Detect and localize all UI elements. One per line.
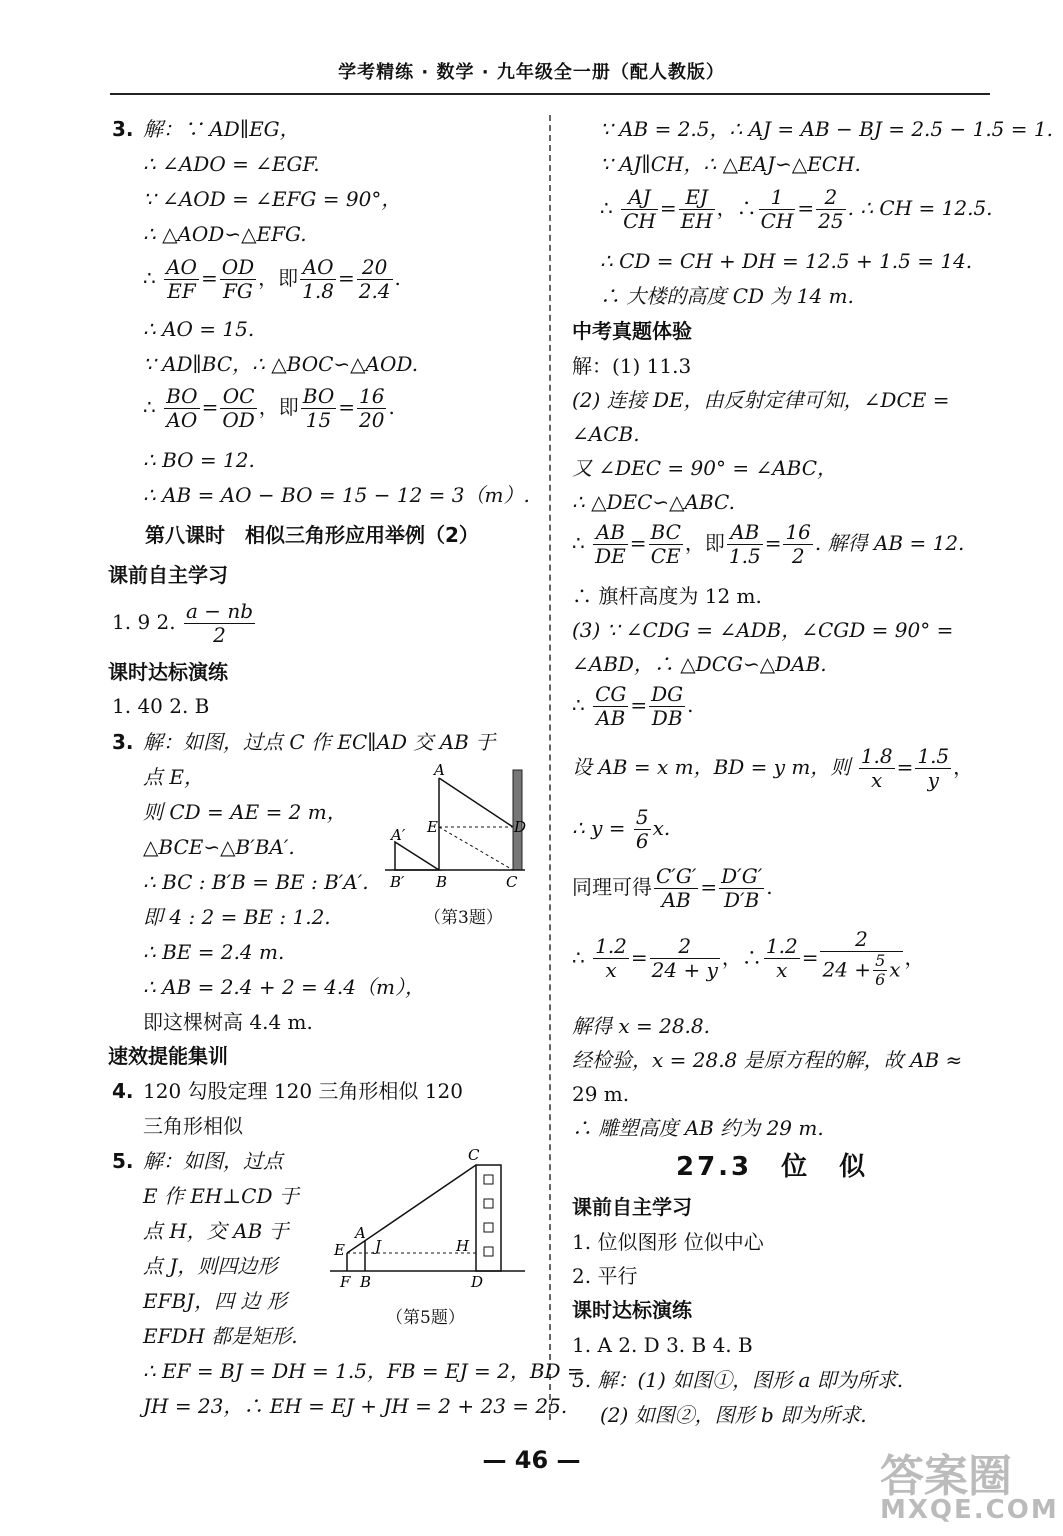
fraction <box>634 806 651 853</box>
denominator: y <box>927 768 939 792</box>
answer-line: 1. 位似图形 位似中心 <box>572 1230 764 1254</box>
figure-5-caption: （第5题） <box>386 1308 465 1328</box>
q4-number: 4. <box>112 1079 134 1103</box>
text: ，即 <box>258 395 299 419</box>
numerator: a − nb <box>185 599 254 623</box>
fraction <box>764 935 800 982</box>
q3-line: ∴ ∠ADO = ∠EGF. <box>143 152 320 176</box>
q5-number: 5. <box>112 1149 134 1173</box>
q3-line: ∵ AD∥BC，∴ △BOC∽△AOD. <box>143 352 419 376</box>
denominator: 6 <box>635 829 649 853</box>
page-number: — 46 — <box>482 1446 581 1474</box>
text: . 解得 AB = 12. <box>814 531 965 555</box>
denominator: 24 + y <box>651 958 718 983</box>
text: ，即 <box>258 266 299 290</box>
solution-fraction-line: ∴ $\frac{CG}{AB}$ = $\frac{DG}{DB}$ . <box>572 682 694 730</box>
denominator: 15 <box>305 408 332 432</box>
text: ∴ <box>572 531 585 555</box>
q5-line: EFBJ，四 边 形 <box>143 1289 287 1313</box>
q4-line: 120 勾股定理 120 三角形相似 120 <box>143 1079 463 1103</box>
solution-fraction-line: ∴ $\frac{AB}{DE}$ = $\frac{BC}{CE}$ ，即 $\frac{AB}{1.5}$ = $\frac{16}{2}$ . 解得 AB = 12. <box>572 520 965 568</box>
denominator: x <box>605 958 617 983</box>
solution-line: ∴ CD = CH + DH = 12.5 + 1.5 = 14. <box>600 249 973 273</box>
building <box>476 1165 501 1271</box>
denominator: 1.8 <box>302 279 334 303</box>
solution-line: 又 ∠DEC = 90° = ∠ABC， <box>572 456 838 480</box>
label-H: H <box>456 1237 470 1255</box>
numerator: 2 <box>820 928 902 952</box>
label-D: D <box>471 1273 484 1291</box>
denominator: 25 <box>818 209 844 233</box>
watermark-site: MXQE.COM <box>880 1495 1059 1525</box>
section-heading: 中考真题体验 <box>572 319 692 343</box>
text: 设 AB = x m，BD = y m，则 <box>572 755 851 779</box>
text: ，即 <box>684 531 725 555</box>
denominator: 2 <box>791 544 805 568</box>
numerator: 16 <box>359 384 385 408</box>
ray-line <box>439 778 513 827</box>
denominator: EH <box>680 209 713 233</box>
solution-line: ∴ 雕塑高度 AB 约为 29 m. <box>572 1116 824 1140</box>
denominator <box>820 952 902 990</box>
numerator: BO <box>166 384 198 408</box>
q4-line: 三角形相似 <box>143 1114 243 1138</box>
window <box>484 1175 493 1184</box>
text: ∴ <box>600 196 613 220</box>
q3b-line: 即这棵树高 4.4 m. <box>143 1010 313 1034</box>
text: ∴ y = <box>572 816 626 840</box>
q3-line: ∴ BO = 12. <box>143 448 255 472</box>
solution-line: 经检验，x = 28.8 是原方程的解，故 AB ≈ <box>572 1048 963 1072</box>
fraction <box>621 186 658 233</box>
window <box>484 1199 493 1208</box>
solution-line: (3) ∵ ∠CDG = ∠ADB，∠CGD = 90° = <box>572 618 954 642</box>
text: ，∴ <box>721 945 762 970</box>
q5-line: JH = 23，∴ EH = EJ + JH = 2 + 23 = 25. <box>143 1394 568 1418</box>
numerator: 1.8 <box>860 744 893 768</box>
dashed-line <box>439 827 513 870</box>
column-divider <box>549 115 551 1420</box>
numerator: DG <box>651 682 684 706</box>
q3b-line: ∴ BE = 2.4 m. <box>143 940 285 964</box>
answer-line <box>112 600 257 647</box>
denominator: 6 <box>875 970 886 990</box>
section-heading: 课时达标演练 <box>572 1298 692 1322</box>
numerator: 5 <box>635 805 649 829</box>
numerator: AO <box>166 255 197 279</box>
q3-fraction-line: ∴ $\frac{BO}{AO}$ = $\frac{OC}{OD}$ ，即 $\frac{BO}{15}$ = $\frac{16}{20}$ . <box>143 384 395 432</box>
solution-line: ∴ 旗杆高度为 12 m. <box>572 584 762 608</box>
figure-3-caption: （第3题） <box>424 908 503 928</box>
fraction <box>719 865 764 912</box>
denominator: DB <box>651 706 683 730</box>
numerator: 1.2 <box>595 934 627 959</box>
text: ， <box>953 755 974 779</box>
fraction <box>164 385 199 432</box>
text: ∴ <box>572 945 585 970</box>
solution-line: ∵ AB = 2.5，∴ AJ = AB − BJ = 2.5 − 1.5 = 1. <box>600 117 1053 141</box>
fraction <box>915 745 951 792</box>
q3b-line: △BCE∽△B′BA′. <box>143 835 295 859</box>
label-B: B <box>436 873 448 891</box>
fraction <box>650 935 720 982</box>
numerator: AB <box>593 521 628 545</box>
fraction <box>816 186 845 233</box>
q3-line: ∴ AO = 15. <box>143 317 255 341</box>
numerator: OC <box>220 385 256 409</box>
fraction <box>859 745 895 792</box>
numerator: 2 <box>650 935 720 959</box>
section-title: 27.3 位 似 <box>676 1152 869 1182</box>
q3b-line: 则 CD = AE = 2 m， <box>143 800 347 824</box>
fraction <box>649 683 685 730</box>
solution-fraction-line: ∴ $\frac{AJ}{CH}$ = $\frac{EJ}{EH}$ ，∴ $\frac{1}{CH}$ = $\frac{2}{25}$ . ∴ CH = 12.5. <box>600 185 993 233</box>
q3b-line: 即 4 : 2 = BE : 1.2. <box>143 905 331 929</box>
small-triangle <box>395 842 439 870</box>
numerator: 1.5 <box>917 744 950 768</box>
fraction <box>593 935 629 982</box>
window <box>484 1247 493 1256</box>
q5-line: E 作 EH⊥CD 于 <box>143 1184 299 1208</box>
section-heading: 课时达标演练 <box>108 660 228 684</box>
denominator: FG <box>222 279 253 303</box>
solution-line: ∠ABD，∴ △DCG∽△DAB. <box>572 652 827 676</box>
solution-line: ∴ △DEC∽△ABC. <box>572 490 735 514</box>
figure-5 <box>325 1145 530 1295</box>
fraction <box>220 256 256 303</box>
label-E: E <box>427 818 438 836</box>
q3-number: 3. <box>112 117 134 141</box>
label-B-prime: B′ <box>390 873 405 891</box>
denominator: 2.4 <box>358 279 391 303</box>
denominator: 1.5 <box>728 544 761 568</box>
denominator: 20 <box>359 408 385 432</box>
q3-line: ∴ AB = AO − BO = 15 − 12 = 3（m）. <box>143 483 530 507</box>
section-heading: 速效提能集训 <box>108 1044 228 1068</box>
solution-line: ∠ACB. <box>572 422 640 446</box>
text: ∴ <box>143 266 156 290</box>
text: x. <box>652 816 671 840</box>
denominator: AB <box>596 706 626 730</box>
fraction <box>357 256 393 303</box>
answer-line: 1. A 2. D 3. B 4. B <box>572 1333 753 1357</box>
q3b-line: ∴ BC : B′B = BE : B′A′. <box>143 870 369 894</box>
fraction <box>873 952 887 990</box>
numerator: AJ <box>621 186 658 210</box>
denominator: CH <box>760 209 794 233</box>
numerator: C′G′ <box>656 864 697 888</box>
text: 同理可得 <box>572 875 652 899</box>
q3-line: 解：∵ AD∥EG， <box>143 117 300 141</box>
numerator: 2 <box>816 186 845 210</box>
label-A: A <box>355 1224 366 1242</box>
numerator: EJ <box>679 186 715 210</box>
numerator: 1 <box>759 186 796 210</box>
section-heading: 课前自主学习 <box>572 1195 692 1219</box>
text: . <box>388 395 395 419</box>
numerator: D′G′ <box>721 864 763 888</box>
denominator: OD <box>222 408 255 432</box>
fraction <box>783 521 812 568</box>
text: . <box>687 693 694 717</box>
denominator: CH <box>623 209 656 233</box>
window <box>484 1223 493 1232</box>
denominator: EF <box>167 279 196 303</box>
q5-line: ∴ EF = BJ = DH = 1.5，FB = EJ = 2，BD = <box>143 1359 584 1383</box>
denominator: x <box>776 958 788 983</box>
q3-line: ∵ ∠AOD = ∠EFG = 90°， <box>143 187 402 211</box>
text: ， <box>904 945 925 970</box>
denominator: DE <box>595 544 626 568</box>
text: ∴ <box>143 395 156 419</box>
fraction <box>184 600 255 647</box>
label-F: F <box>340 1273 351 1291</box>
running-header: 学考精练 · 数学 · 九年级全一册（配人教版） <box>338 62 725 83</box>
label-E: E <box>334 1241 345 1259</box>
label-B: B <box>360 1273 372 1291</box>
text: . <box>394 266 401 290</box>
q3b-line: 解：如图，过点 C 作 EC∥AD 交 AB 于 <box>143 730 496 754</box>
denominator: CE <box>650 544 681 568</box>
text: x <box>889 957 901 982</box>
solution-line: (2) 连接 DE，由反射定律可知，∠DCE = <box>572 388 950 412</box>
fraction <box>164 256 199 303</box>
numerator: 1.2 <box>765 934 798 959</box>
answer-line: 2. 平行 <box>572 1264 638 1288</box>
numerator: BC <box>650 520 681 544</box>
figure-3 <box>380 760 540 895</box>
fraction <box>357 385 386 432</box>
fraction <box>649 521 683 568</box>
fraction <box>301 385 336 432</box>
solution-line: ∴ 大楼的高度 CD 为 14 m. <box>600 284 854 308</box>
text: . <box>766 875 773 899</box>
numerator: OD <box>221 255 255 279</box>
fraction <box>679 186 715 233</box>
numerator: 20 <box>357 256 393 280</box>
solution-line: 解得 x = 28.8. <box>572 1014 710 1038</box>
q3b-line: 点 E， <box>143 765 204 789</box>
fraction <box>820 928 902 990</box>
denominator: AB <box>661 888 691 912</box>
solution-fraction-line: 设 AB = x m，BD = y m，则 $\frac{1.8}{x}$ = $\frac{1.5}{y}$ ， <box>572 744 974 792</box>
numerator: 16 <box>785 520 811 544</box>
denominator: x <box>871 768 883 792</box>
equals: = <box>200 266 218 290</box>
answer-line: 1. 40 2. B <box>112 694 210 718</box>
label-A-prime: A′ <box>391 826 406 844</box>
label-C: C <box>506 873 518 891</box>
fraction <box>593 521 628 568</box>
q3b-number: 3. <box>112 730 134 754</box>
q3b-line: ∴ AB = 2.4 + 2 = 4.4（m）， <box>143 975 425 999</box>
fraction <box>654 865 698 912</box>
text: 24 + <box>822 957 872 982</box>
numerator: AO <box>300 256 336 280</box>
solution-fraction-line: ∴ $\frac{1.2}{x}$ = $\frac{2}{24 + y}$ ，∴ $\frac{1.2}{x}$ = 2 24 + $\frac{5}{6}$ x ， <box>572 927 925 990</box>
solution-line: 解：(1) 11.3 <box>572 354 692 378</box>
solution-fraction-line <box>572 806 670 853</box>
label-C: C <box>468 1146 480 1164</box>
solution-fraction-line: 同理可得 $\frac{C'G'}{AB}$ = $\frac{D'G'}{D'B}$ . <box>572 864 773 912</box>
fraction <box>300 256 336 303</box>
numerator: BO <box>302 384 335 408</box>
solution-line: ∵ AJ∥CH，∴ △EAJ∽△ECH. <box>600 152 861 176</box>
q5-line: EFDH 都是矩形. <box>143 1324 298 1348</box>
q3-fraction-line: ∴ $\frac{AO}{EF}$ = $\frac{OD}{FG}$ ，即 $\frac{AO}{1.8}$ = $\frac{20}{2.4}$ . <box>143 255 401 303</box>
lesson-title: 第八课时 相似三角形应用举例（2） <box>145 523 479 547</box>
text: . ∴ CH = 12.5. <box>847 196 993 220</box>
answer-line: 5. 解：(1) 如图①，图形 a 即为所求. <box>572 1368 904 1392</box>
fraction <box>759 186 796 233</box>
q5-line: 点 H，交 AB 于 <box>143 1219 289 1243</box>
answer-line: (2) 如图②，图形 b 即为所求. <box>600 1403 867 1427</box>
denominator: 2 <box>213 623 226 647</box>
fraction <box>220 385 256 432</box>
q5-line: 解：如图，过点 <box>143 1149 283 1173</box>
solution-line: 29 m. <box>572 1082 630 1106</box>
fraction <box>593 683 628 730</box>
label-J: J <box>375 1237 382 1255</box>
text: ，∴ <box>716 196 757 220</box>
denominator: D′B <box>724 888 760 912</box>
header-rule <box>110 93 990 95</box>
label-A: A <box>434 761 445 779</box>
section-heading: 课前自主学习 <box>108 563 228 587</box>
fraction <box>727 521 763 568</box>
numerator: CG <box>595 682 627 706</box>
numerator: AB <box>727 521 763 545</box>
denominator: AO <box>166 408 198 432</box>
text: ∴ <box>572 693 585 717</box>
watermark-logo: 答案圈 <box>880 1451 1012 1502</box>
numerator: 5 <box>875 951 886 970</box>
text: 1. 9 2. <box>112 610 176 634</box>
q5-line: 点 J，则四边形 <box>143 1254 278 1278</box>
label-D: D <box>514 818 527 836</box>
q3-line: ∴ △AOD∽△EFG. <box>143 222 307 246</box>
